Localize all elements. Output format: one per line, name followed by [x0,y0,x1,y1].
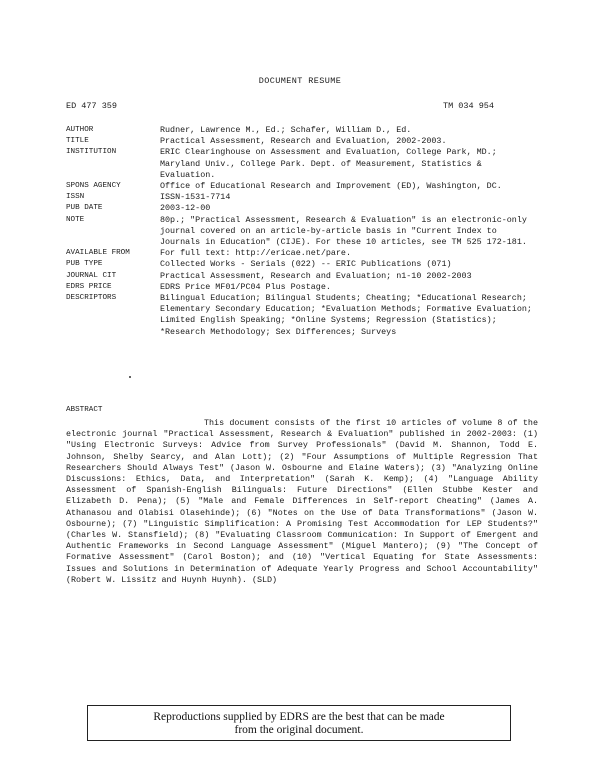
field-value: For full text: http://ericae.net/pare. [160,248,351,259]
field-edrs-price [66,282,536,293]
field-value: Practical Assessment, Research and Evaluation; n1-10 2002-2003 [160,270,472,281]
field-label: INSTITUTION [66,148,117,157]
field-label: PUB TYPE [66,260,103,269]
field-pub-type [66,259,536,270]
abstract-text: This document consists of the first 10 articles of volume 8 of the electronic journal "Practical Assessment, Research & Evaluation" published in 2002-2003: (1) "Using Electronic Surveys: Advice from Survey Professionals" (David M. Shannon, Todd E. Johnson, Shelby Searcy, and Alan Lott); (2) "Four Assumptions of Multiple Regression That Researchers Should Always Test" (Jason W. Osbourne and Elaine Waters); (3) "Analyzing Online Discussions: Ethics, Data, and Interpretation" (Sarah K. Kemp); (4) "Language Ability Assessment of Spanish-English Bilinguals: Future Directions" (Ellen Stubbe Kester and Elizabeth D. Pena); (5) "Male and Female Differences in Self-report Cheating" (James A. Athanasou and Olabisi Olasehinde); (6) "Notes on the Use of Data Transformations" (Jason W. Osbourne); (7) "Linguistic Simplification: A Promising Test Accommodation for LEP Students?" (Charles W. Stansfield); (8) "Evaluating Classroom Communication: In Support of Emergent and Authentic Frameworks in Second Language Assessment" (Miguel Mantero); (9) "The Concept of Formative Assessment" (Carol Boston); and (10) "Vertical Equating for State Assessments: Issues and Solutions in Determination of Adequate Yearly Progress and School Accountability" (Robert W. Lissitz and Huynh Huynh). (SLD) [66,418,538,585]
field-label: ISSN [66,193,85,202]
field-issn [66,192,536,203]
field-label: AVAILABLE FROM [66,249,130,258]
field-value: ISSN-1531-7714 [160,192,231,203]
reproduction-notice-line-1: Reproductions supplied by EDRS are the best that can be made [153,711,445,723]
field-value: EDRS Price MF01/PC04 Plus Postage. [160,281,331,292]
reproduction-notice [88,711,510,737]
field-label: NOTE [66,215,85,224]
field-label: TITLE [66,137,89,146]
field-value: Practical Assessment, Research and Evaluation, 2002-2003. [160,136,447,147]
field-label: DESCRIPTORS [66,294,117,303]
field-pub-date [66,203,536,214]
field-label: PUB DATE [66,204,103,213]
reproduction-notice-box [87,705,511,741]
metadata-fields [66,125,536,338]
scan-dot [129,376,131,378]
ed-number: ED 477 359 [66,101,118,111]
tm-number: TM 034 954 [443,101,495,111]
field-journal-cit [66,271,536,282]
field-value: 80p.; "Practical Assessment, Research & Evaluation" is an electronic-only journal covered on an article-by-article basis in "Current Index to Journals in Education" (CIJE). For these 10 articles, see TM 525 172-181. [160,214,527,248]
field-label: AUTHOR [66,126,94,134]
field-institution [66,147,536,181]
field-spons-agency [66,181,536,192]
field-value: 2003-12-00 [160,203,211,214]
field-label: JOURNAL CIT [66,271,117,280]
abstract-label: ABSTRACT [66,406,103,414]
field-note [66,215,536,249]
reproduction-notice-line-2: from the original document. [234,724,364,736]
field-value: Office of Educational Research and Improvement (ED), Washington, DC. [160,181,502,192]
document-title: DOCUMENT RESUME [258,76,342,86]
field-value: ERIC Clearinghouse on Assessment and Evaluation, College Park, MD.; Maryland Univ., College Park. Dept. of Measurement, Statistics & Evaluation. [160,147,497,180]
field-title [66,136,536,147]
field-value: Collected Works - Serials (022) -- ERIC Publications (071) [160,259,452,270]
field-value: Bilingual Education; Bilingual Students; Cheating; *Educational Research; Elementary Secondary Education; *Evaluation Methods; Formative Evaluation; Limited English Speaking; *Online Systems; Regression (Statistics); *Research Methodology; Sex Differences; Surveys [160,293,532,337]
field-available-from [66,248,536,259]
field-label: SPONS AGENCY [66,182,121,191]
field-author [66,125,536,136]
field-label: EDRS PRICE [66,282,112,291]
field-value: Rudner, Lawrence M., Ed.; Schafer, William D., Ed. [160,125,412,135]
field-descriptors [66,293,536,338]
